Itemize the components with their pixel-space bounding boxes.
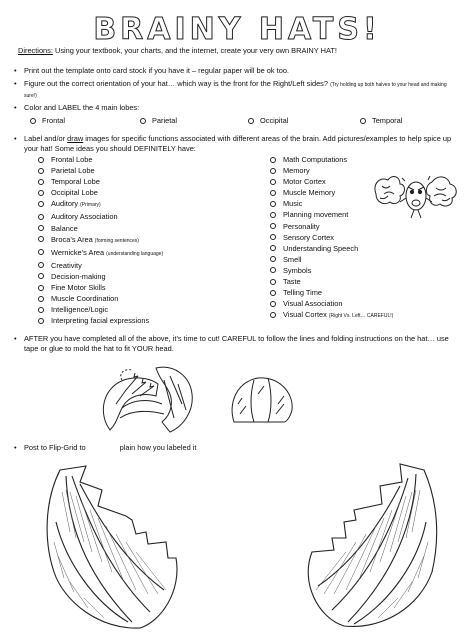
- idea-label: Music: [283, 199, 303, 209]
- circle-bullet-icon: [270, 301, 276, 307]
- idea-label: Motor Cortex: [283, 177, 326, 187]
- circle-bullet-icon: [38, 214, 44, 220]
- circle-bullet-icon: [270, 168, 276, 174]
- idea-label: Balance: [51, 223, 78, 233]
- idea-item: [38, 198, 163, 211]
- idea-item: [38, 187, 163, 198]
- circle-bullet-icon: [38, 190, 44, 196]
- idea-label: Symbols: [283, 265, 312, 275]
- idea-note: (Primary): [80, 202, 101, 209]
- label-draw-emphasis: draw: [67, 134, 84, 143]
- bullet-label-draw: [24, 134, 452, 154]
- circle-bullet-icon: [270, 223, 276, 229]
- idea-label: Sensory Cortex: [283, 232, 334, 242]
- lobe-label: Occipital: [260, 116, 289, 125]
- idea-note: (Right Vs. Left… CAREFUL!): [328, 313, 394, 320]
- circle-bullet-icon: [270, 157, 276, 163]
- bullet-print: • Print out the template onto card stock if you have it – regular paper will be ok too.: [24, 66, 452, 76]
- idea-label: Personality: [283, 221, 320, 231]
- idea-label: Broca’s Area: [51, 234, 93, 244]
- bullet-flipgrid: [24, 443, 196, 453]
- idea-label: Memory: [283, 166, 310, 176]
- flipgrid-text-tail: plain how you labeled it: [119, 443, 197, 452]
- idea-label: Creativity: [51, 260, 82, 270]
- lobe-option: [248, 116, 288, 125]
- idea-item: [38, 223, 163, 234]
- circle-bullet-icon: [270, 179, 276, 185]
- idea-label: Math Computations: [283, 155, 348, 164]
- lobe-option: [140, 116, 177, 125]
- circle-bullet-icon: [38, 318, 44, 324]
- idea-label: Decision-making: [51, 271, 106, 281]
- idea-label: Planning movement: [283, 210, 349, 220]
- directions-text: Using your textbook, your charts, and the internet, create your very own BRAINY HAT!: [52, 46, 337, 55]
- idea-item: [270, 221, 393, 232]
- bullet-cut: • AFTER you have completed all of the above, it’s time to cut! CAREFUL to follow the lines and folding instructions on the hat… use tape or glue to mold the hat to fit YOUR head.: [24, 334, 452, 354]
- idea-item: [38, 211, 163, 222]
- circle-bullet-icon: [270, 201, 276, 207]
- label-draw-text-a: Label and/or: [24, 134, 68, 143]
- circle-bullet-icon: [270, 234, 276, 240]
- lobe-option: [30, 116, 65, 125]
- idea-label: Temporal Lobe: [51, 177, 100, 187]
- circle-bullet-icon: [38, 168, 44, 174]
- angry-brain-illustration: [372, 168, 460, 220]
- circle-bullet-icon: [270, 256, 276, 262]
- directions-label: Directions:: [18, 46, 53, 55]
- circle-bullet-icon: [38, 249, 44, 255]
- circle-bullet-icon: [270, 190, 276, 196]
- idea-item: [38, 271, 163, 282]
- idea-item: [270, 298, 393, 309]
- directions: [18, 46, 458, 56]
- circle-bullet-icon: [270, 212, 276, 218]
- circle-bullet-icon: [38, 225, 44, 231]
- idea-label: Muscle Memory: [283, 188, 336, 198]
- idea-item: [38, 282, 163, 293]
- hat-template-left: [40, 462, 186, 630]
- idea-item: [38, 247, 163, 260]
- idea-item: [270, 265, 393, 276]
- circle-bullet-icon: [360, 118, 366, 124]
- circle-bullet-icon: [248, 118, 254, 124]
- idea-label: Visual Cortex: [283, 310, 327, 320]
- hat-template-right: [292, 462, 442, 630]
- idea-label: Auditory Association: [51, 212, 118, 222]
- circle-bullet-icon: [38, 273, 44, 279]
- lobe-label: Parietal: [152, 116, 178, 125]
- idea-item: [270, 254, 393, 265]
- flipgrid-text: Post to Flip-Grid to: [24, 443, 86, 452]
- idea-label: Telling Time: [283, 288, 323, 298]
- idea-item: [38, 176, 163, 187]
- idea-item: [270, 232, 393, 243]
- circle-bullet-icon: [270, 290, 276, 296]
- idea-label: Smell: [283, 254, 302, 264]
- idea-label: Muscle Coordination: [51, 294, 119, 304]
- circle-bullet-icon: [270, 312, 276, 318]
- circle-bullet-icon: [30, 118, 36, 124]
- assembled-hat-drawing: [228, 374, 296, 426]
- circle-bullet-icon: [38, 236, 44, 242]
- idea-item: [270, 309, 393, 322]
- idea-item: [270, 243, 393, 254]
- orientation-text: Figure out the correct orientation of your hat… which way is the front for the Right/Left sides?: [24, 79, 328, 88]
- idea-label: Fine Motor Skills: [51, 283, 106, 293]
- idea-item: [38, 304, 163, 315]
- circle-bullet-icon: [38, 285, 44, 291]
- bullet-lobes: • Color and LABEL the 4 main lobes:: [24, 103, 452, 113]
- idea-item: [38, 234, 163, 247]
- lobe-label: Frontal: [42, 116, 66, 125]
- idea-label: Interpreting facial expressions: [51, 316, 150, 326]
- circle-bullet-icon: [270, 245, 276, 251]
- idea-label: Intelligence/Logic: [51, 305, 109, 315]
- lobe-option: [360, 116, 402, 125]
- label-draw-text-b: images for specific functions associated with different areas of the brain. Add pictures/examples to help spice up your hat! Some ideas you should DEFINITELY have:: [24, 134, 452, 153]
- idea-label: Understanding Speech: [283, 243, 359, 253]
- circle-bullet-icon: [270, 267, 276, 273]
- hat-folding-diagram: [92, 360, 202, 440]
- circle-bullet-icon: [270, 279, 276, 285]
- idea-label: Auditory: [51, 199, 79, 209]
- circle-bullet-icon: [140, 118, 146, 124]
- idea-note: (understanding language): [106, 250, 164, 257]
- idea-label: Visual Association: [283, 299, 343, 309]
- page-title: BRAINY HATS!: [93, 12, 381, 47]
- ideas-left-column: [38, 154, 163, 326]
- idea-item: [270, 276, 393, 287]
- idea-item: [38, 260, 163, 271]
- orientation-note: (Try holding up both halves to your head and making sure!): [24, 82, 447, 99]
- idea-label: Frontal Lobe: [51, 155, 93, 164]
- idea-item: [38, 165, 163, 176]
- idea-item: [270, 154, 393, 165]
- idea-item: [38, 293, 163, 304]
- idea-label: Wernicke’s Area: [51, 247, 105, 257]
- idea-item: [270, 287, 393, 298]
- idea-label: Parietal Lobe: [51, 166, 95, 176]
- idea-label: Occipital Lobe: [51, 188, 98, 198]
- idea-item: [38, 154, 163, 165]
- circle-bullet-icon: [38, 201, 44, 207]
- circle-bullet-icon: [38, 262, 44, 268]
- lobe-label: Temporal: [372, 116, 403, 125]
- idea-item: [38, 315, 163, 326]
- idea-note: (forming sentences): [94, 237, 139, 244]
- circle-bullet-icon: [38, 179, 44, 185]
- circle-bullet-icon: [38, 296, 44, 302]
- bullet-orientation: [24, 79, 452, 101]
- idea-label: Taste: [283, 277, 301, 287]
- circle-bullet-icon: [38, 157, 44, 163]
- circle-bullet-icon: [38, 307, 44, 313]
